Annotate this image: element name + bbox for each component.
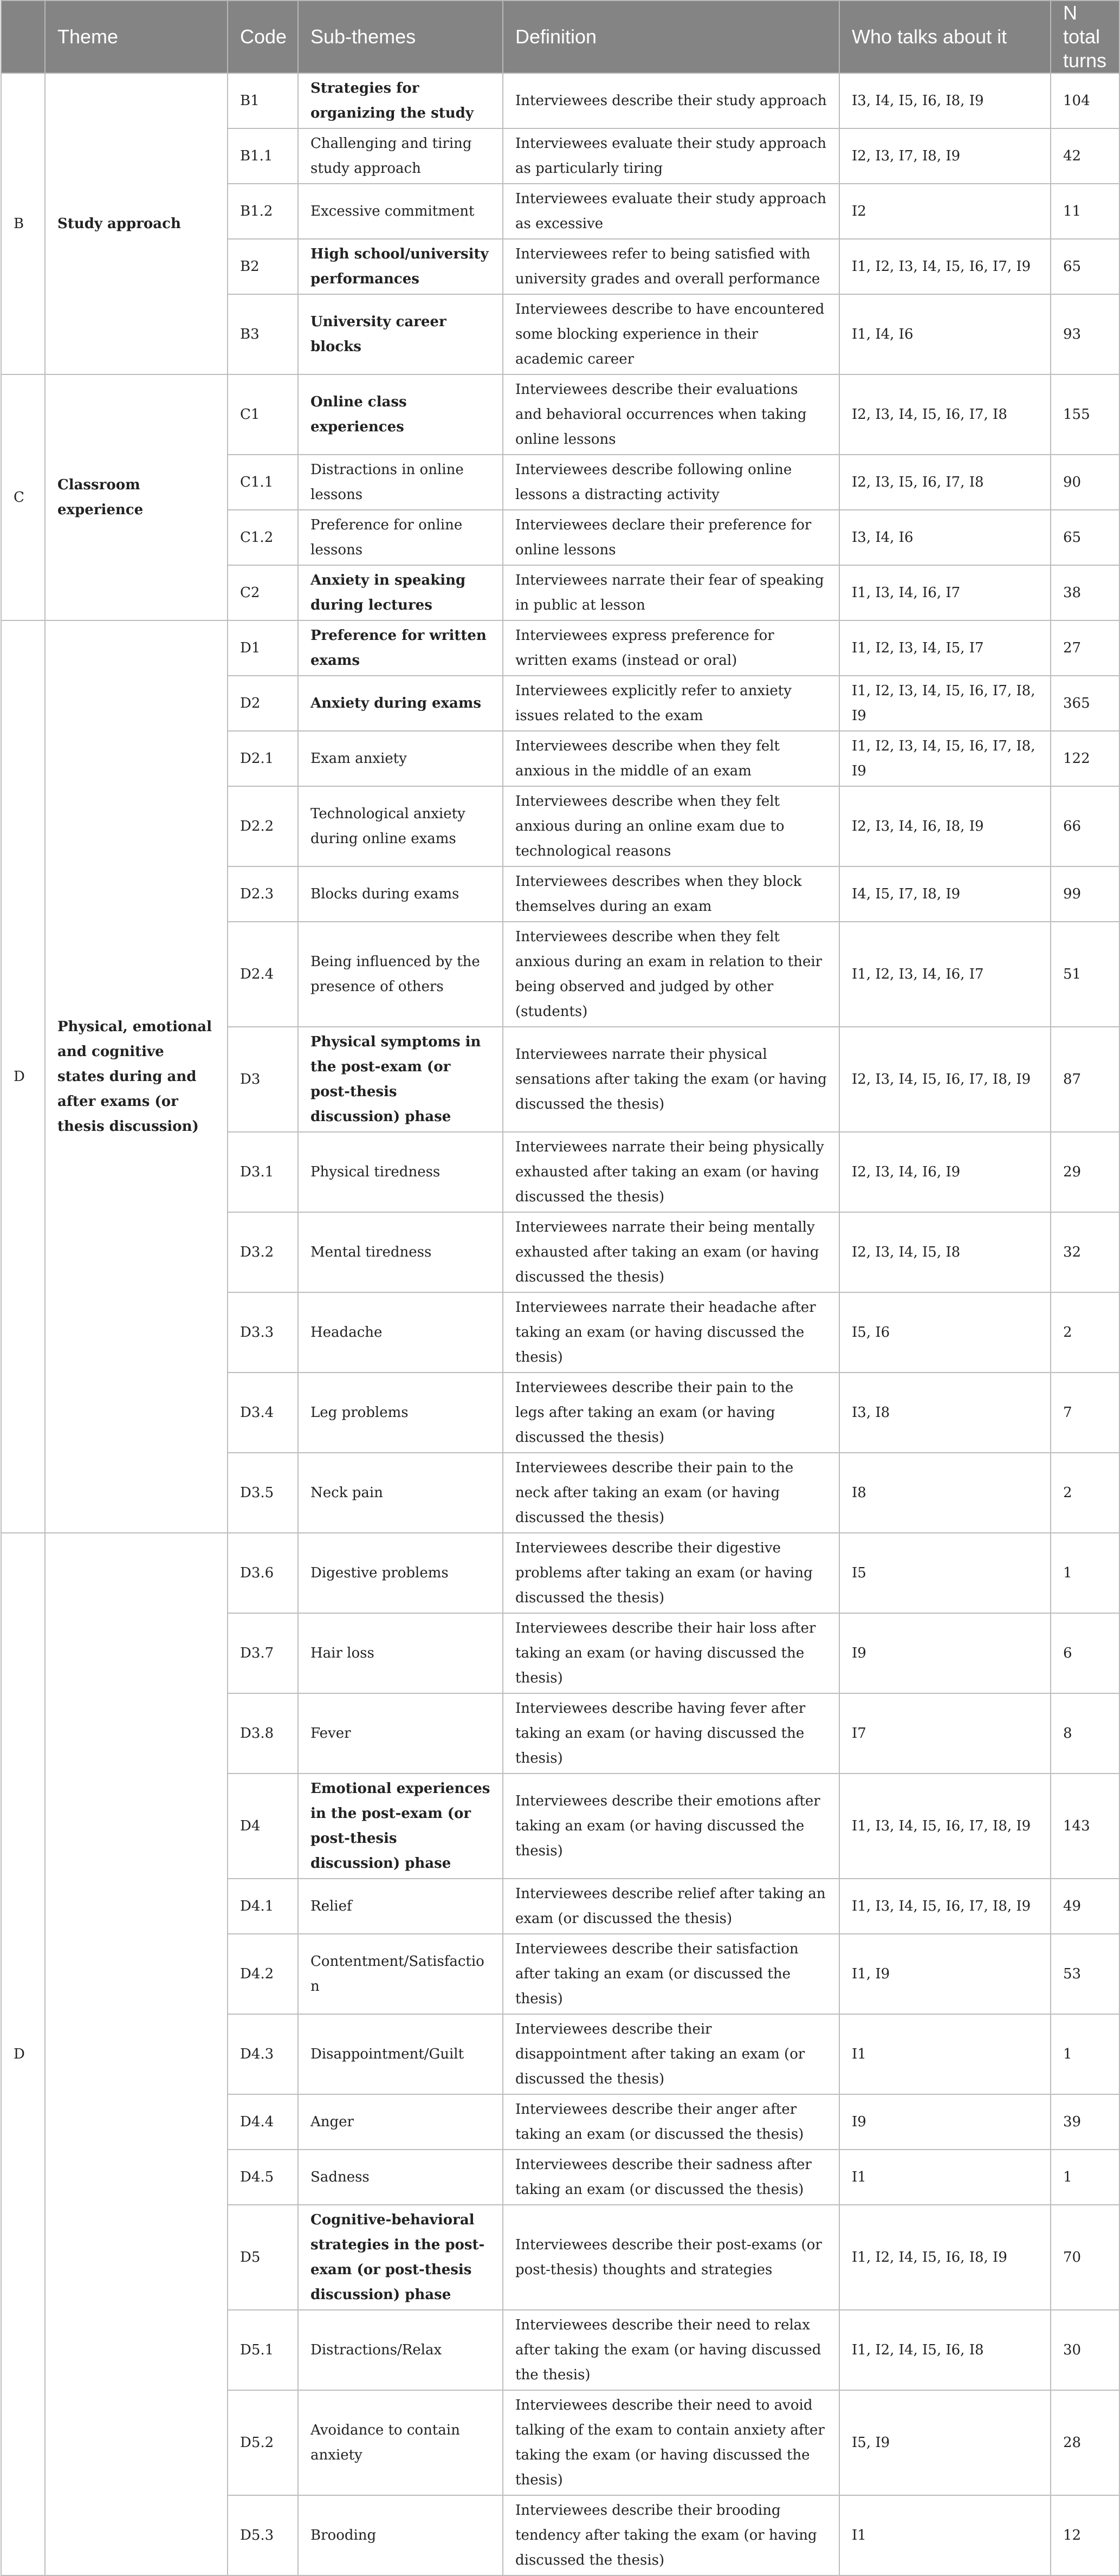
cell-who: I2, I3, I4, I6, I9 [839, 1132, 1051, 1212]
cell-sub-theme: Strategies for organizing the study [298, 73, 503, 128]
table-header [1, 1, 1119, 73]
cell-code: C2 [228, 565, 298, 620]
cell-who: I3, I4, I6 [839, 510, 1051, 565]
cell-sub-theme: Anxiety in speaking during lectures [298, 565, 503, 620]
cell-sub-theme: Distractions/Relax [298, 2310, 503, 2390]
cell-code: D3.5 [228, 1453, 298, 1533]
cell-code: B2 [228, 239, 298, 294]
column-header: N total turns [1051, 1, 1119, 73]
cell-code: C1.2 [228, 510, 298, 565]
cell-turns: 8 [1051, 1693, 1119, 1774]
themes-table [1, 0, 1120, 2576]
cell-who: I1, I4, I6 [839, 294, 1051, 374]
group-theme: Classroom experience [45, 374, 228, 620]
cell-turns: 42 [1051, 128, 1119, 184]
cell-definition: Interviewees narrate their being physically exhausted after taking an exam (or having discussed the thesis) [503, 1132, 839, 1212]
cell-code: D3.2 [228, 1212, 298, 1292]
group-theme [45, 1533, 228, 2575]
cell-turns: 122 [1051, 731, 1119, 786]
cell-who: I3, I4, I5, I6, I8, I9 [839, 73, 1051, 128]
cell-definition: Interviewees narrate their physical sensations after taking the exam (or having discussed the thesis) [503, 1027, 839, 1132]
cell-turns: 93 [1051, 294, 1119, 374]
cell-turns: 11 [1051, 184, 1119, 239]
cell-turns: 104 [1051, 73, 1119, 128]
cell-sub-theme: Being influenced by the presence of others [298, 922, 503, 1027]
cell-who: I3, I8 [839, 1373, 1051, 1453]
cell-code: D3.7 [228, 1613, 298, 1693]
cell-who: I2, I3, I4, I5, I6, I7, I8, I9 [839, 1027, 1051, 1132]
cell-who: I5, I6 [839, 1292, 1051, 1373]
cell-sub-theme: Distractions in online lessons [298, 455, 503, 510]
cell-definition: Interviewees describe having fever after taking an exam (or having discussed the thesis) [503, 1693, 839, 1774]
cell-who: I1, I2, I4, I5, I6, I8, I9 [839, 2205, 1051, 2310]
cell-sub-theme: Neck pain [298, 1453, 503, 1533]
cell-definition: Interviewees describe their sadness after taking an exam (or discussed the thesis) [503, 2150, 839, 2205]
cell-turns: 49 [1051, 1879, 1119, 1934]
cell-sub-theme: Digestive problems [298, 1533, 503, 1613]
cell-sub-theme: Fever [298, 1693, 503, 1774]
cell-code: D3.3 [228, 1292, 298, 1373]
cell-sub-theme: Cognitive-behavioral strategies in the post-exam (or post-thesis discussion) phase [298, 2205, 503, 2310]
cell-sub-theme: Physical tiredness [298, 1132, 503, 1212]
cell-sub-theme: Blocks during exams [298, 866, 503, 922]
cell-turns: 7 [1051, 1373, 1119, 1453]
cell-definition: Interviewees describe their pain to the legs after taking an exam (or having discussed the thesis) [503, 1373, 839, 1453]
cell-turns: 51 [1051, 922, 1119, 1027]
cell-sub-theme: Challenging and tiring study approach [298, 128, 503, 184]
cell-definition: Interviewees describe their brooding tendency after taking the exam (or having discussed the thesis) [503, 2495, 839, 2575]
cell-who: I8 [839, 1453, 1051, 1533]
cell-code: D2.2 [228, 786, 298, 866]
cell-who: I5, I9 [839, 2390, 1051, 2495]
cell-definition: Interviewees describe their disappointment after taking an exam (or discussed the thesis) [503, 2014, 839, 2094]
cell-definition: Interviewees describes when they block themselves during an exam [503, 866, 839, 922]
cell-definition: Interviewees express preference for written exams (instead or oral) [503, 620, 839, 676]
cell-turns: 66 [1051, 786, 1119, 866]
cell-turns: 65 [1051, 239, 1119, 294]
cell-sub-theme: Excessive commitment [298, 184, 503, 239]
cell-sub-theme: Sadness [298, 2150, 503, 2205]
cell-turns: 1 [1051, 2014, 1119, 2094]
cell-turns: 28 [1051, 2390, 1119, 2495]
cell-sub-theme: High school/university performances [298, 239, 503, 294]
group-letter: D [1, 1533, 45, 2575]
cell-definition: Interviewees describe their evaluations and behavioral occurrences when taking online lessons [503, 374, 839, 455]
cell-definition: Interviewees describe their pain to the neck after taking an exam (or having discussed the thesis) [503, 1453, 839, 1533]
cell-who: I1, I2, I3, I4, I6, I7 [839, 922, 1051, 1027]
cell-sub-theme: Disappointment/Guilt [298, 2014, 503, 2094]
cell-definition: Interviewees refer to being satisfied with university grades and overall performance [503, 239, 839, 294]
cell-code: D3 [228, 1027, 298, 1132]
cell-code: D4.3 [228, 2014, 298, 2094]
cell-who: I2, I3, I5, I6, I7, I8 [839, 455, 1051, 510]
cell-turns: 38 [1051, 565, 1119, 620]
cell-sub-theme: Leg problems [298, 1373, 503, 1453]
table-row [1, 620, 1119, 676]
cell-definition: Interviewees describe following online lessons a distracting activity [503, 455, 839, 510]
cell-turns: 39 [1051, 2094, 1119, 2150]
column-header [1, 1, 45, 73]
cell-turns: 53 [1051, 1934, 1119, 2014]
cell-turns: 2 [1051, 1292, 1119, 1373]
table-row [1, 73, 1119, 128]
cell-definition: Interviewees narrate their headache after taking an exam (or having discussed the thesis) [503, 1292, 839, 1373]
cell-code: D5.1 [228, 2310, 298, 2390]
cell-sub-theme: Online class experiences [298, 374, 503, 455]
cell-who: I1, I2, I4, I5, I6, I8 [839, 2310, 1051, 2390]
cell-who: I2, I3, I4, I6, I8, I9 [839, 786, 1051, 866]
cell-code: D4 [228, 1774, 298, 1879]
group-theme: Study approach [45, 73, 228, 374]
cell-who: I1, I3, I4, I5, I6, I7, I8, I9 [839, 1774, 1051, 1879]
cell-definition: Interviewees describe when they felt anxious during an exam in relation to their being observed and judged by other (students) [503, 922, 839, 1027]
cell-sub-theme: Hair loss [298, 1613, 503, 1693]
cell-definition: Interviewees evaluate their study approach as particularly tiring [503, 128, 839, 184]
cell-who: I1, I9 [839, 1934, 1051, 2014]
cell-definition: Interviewees describe their emotions after taking an exam (or having discussed the thesis) [503, 1774, 839, 1879]
cell-turns: 27 [1051, 620, 1119, 676]
cell-definition: Interviewees explicitly refer to anxiety issues related to the exam [503, 676, 839, 731]
cell-code: D4.1 [228, 1879, 298, 1934]
cell-who: I1, I3, I4, I5, I6, I7, I8, I9 [839, 1879, 1051, 1934]
cell-code: D3.4 [228, 1373, 298, 1453]
cell-code: D2.3 [228, 866, 298, 922]
cell-who: I9 [839, 1613, 1051, 1693]
cell-sub-theme: Physical symptoms in the post-exam (or post-thesis discussion) phase [298, 1027, 503, 1132]
cell-code: D2 [228, 676, 298, 731]
cell-who: I1, I2, I3, I4, I5, I6, I7, I8, I9 [839, 676, 1051, 731]
cell-sub-theme: Anxiety during exams [298, 676, 503, 731]
cell-sub-theme: University career blocks [298, 294, 503, 374]
cell-sub-theme: Mental tiredness [298, 1212, 503, 1292]
cell-definition: Interviewees describe when they felt anxious during an online exam due to technological reasons [503, 786, 839, 866]
cell-turns: 6 [1051, 1613, 1119, 1693]
cell-definition: Interviewees describe to have encountered some blocking experience in their academic career [503, 294, 839, 374]
cell-who: I9 [839, 2094, 1051, 2150]
cell-who: I2, I3, I4, I5, I8 [839, 1212, 1051, 1292]
cell-turns: 30 [1051, 2310, 1119, 2390]
column-header: Who talks about it [839, 1, 1051, 73]
cell-turns: 12 [1051, 2495, 1119, 2575]
cell-turns: 365 [1051, 676, 1119, 731]
cell-code: D4.4 [228, 2094, 298, 2150]
cell-sub-theme: Preference for written exams [298, 620, 503, 676]
cell-code: C1 [228, 374, 298, 455]
column-header: Sub-themes [298, 1, 503, 73]
cell-turns: 65 [1051, 510, 1119, 565]
cell-who: I2 [839, 184, 1051, 239]
cell-definition: Interviewees describe their need to avoid talking of the exam to contain anxiety after taking the exam (or having discussed the thesis) [503, 2390, 839, 2495]
cell-turns: 155 [1051, 374, 1119, 455]
header-row [1, 1, 1119, 73]
cell-code: D4.5 [228, 2150, 298, 2205]
cell-sub-theme: Emotional experiences in the post-exam (or post-thesis discussion) phase [298, 1774, 503, 1879]
cell-who: I1, I2, I3, I4, I5, I6, I7, I9 [839, 239, 1051, 294]
table-row [1, 1533, 1119, 1613]
cell-code: B1.2 [228, 184, 298, 239]
cell-code: D5.3 [228, 2495, 298, 2575]
cell-definition: Interviewees describe when they felt anxious in the middle of an exam [503, 731, 839, 786]
cell-code: D4.2 [228, 1934, 298, 2014]
table-row [1, 374, 1119, 455]
cell-definition: Interviewees evaluate their study approach as excessive [503, 184, 839, 239]
cell-sub-theme: Contentment/Satisfaction [298, 1934, 503, 2014]
cell-who: I1, I2, I3, I4, I5, I7 [839, 620, 1051, 676]
cell-code: B1 [228, 73, 298, 128]
cell-definition: Interviewees narrate their being mentally exhausted after taking an exam (or having discussed the thesis) [503, 1212, 839, 1292]
cell-turns: 1 [1051, 2150, 1119, 2205]
cell-code: D3.1 [228, 1132, 298, 1212]
cell-sub-theme: Anger [298, 2094, 503, 2150]
cell-code: D5.2 [228, 2390, 298, 2495]
cell-turns: 2 [1051, 1453, 1119, 1533]
cell-who: I1 [839, 2014, 1051, 2094]
group-letter: D [1, 620, 45, 1533]
group-theme: Physical, emotional and cognitive states during and after exams (or thesis discussion) [45, 620, 228, 1533]
cell-who: I2, I3, I7, I8, I9 [839, 128, 1051, 184]
cell-code: B3 [228, 294, 298, 374]
cell-who: I1 [839, 2150, 1051, 2205]
cell-definition: Interviewees describe their post-exams (or post-thesis) thoughts and strategies [503, 2205, 839, 2310]
cell-definition: Interviewees describe their hair loss after taking an exam (or having discussed the thesis) [503, 1613, 839, 1693]
cell-turns: 90 [1051, 455, 1119, 510]
cell-sub-theme: Headache [298, 1292, 503, 1373]
column-header: Theme [45, 1, 228, 73]
cell-turns: 99 [1051, 866, 1119, 922]
cell-code: D2.1 [228, 731, 298, 786]
cell-sub-theme: Technological anxiety during online exams [298, 786, 503, 866]
cell-code: C1.1 [228, 455, 298, 510]
cell-sub-theme: Avoidance to contain anxiety [298, 2390, 503, 2495]
table-body [1, 73, 1119, 2575]
cell-turns: 87 [1051, 1027, 1119, 1132]
cell-code: D3.8 [228, 1693, 298, 1774]
cell-who: I2, I3, I4, I5, I6, I7, I8 [839, 374, 1051, 455]
cell-turns: 70 [1051, 2205, 1119, 2310]
cell-who: I5 [839, 1533, 1051, 1613]
group-letter: C [1, 374, 45, 620]
group-letter: B [1, 73, 45, 374]
cell-code: B1.1 [228, 128, 298, 184]
cell-definition: Interviewees describe their digestive problems after taking an exam (or having discussed the thesis) [503, 1533, 839, 1613]
column-header: Definition [503, 1, 839, 73]
cell-definition: Interviewees narrate their fear of speaking in public at lesson [503, 565, 839, 620]
cell-who: I7 [839, 1693, 1051, 1774]
cell-code: D3.6 [228, 1533, 298, 1613]
cell-who: I1, I3, I4, I6, I7 [839, 565, 1051, 620]
cell-turns: 143 [1051, 1774, 1119, 1879]
cell-definition: Interviewees describe relief after taking an exam (or discussed the thesis) [503, 1879, 839, 1934]
cell-turns: 32 [1051, 1212, 1119, 1292]
cell-sub-theme: Relief [298, 1879, 503, 1934]
cell-sub-theme: Exam anxiety [298, 731, 503, 786]
cell-turns: 29 [1051, 1132, 1119, 1212]
cell-code: D5 [228, 2205, 298, 2310]
cell-code: D1 [228, 620, 298, 676]
cell-definition: Interviewees describe their anger after taking an exam (or discussed the thesis) [503, 2094, 839, 2150]
cell-code: D2.4 [228, 922, 298, 1027]
cell-who: I1, I2, I3, I4, I5, I6, I7, I8, I9 [839, 731, 1051, 786]
cell-definition: Interviewees describe their need to relax after taking the exam (or having discussed the thesis) [503, 2310, 839, 2390]
cell-definition: Interviewees describe their study approach [503, 73, 839, 128]
cell-sub-theme: Preference for online lessons [298, 510, 503, 565]
cell-who: I4, I5, I7, I8, I9 [839, 866, 1051, 922]
cell-turns: 1 [1051, 1533, 1119, 1613]
cell-definition: Interviewees describe their satisfaction after taking an exam (or discussed the thesis) [503, 1934, 839, 2014]
cell-who: I1 [839, 2495, 1051, 2575]
cell-definition: Interviewees declare their preference for online lessons [503, 510, 839, 565]
column-header: Code [228, 1, 298, 73]
cell-sub-theme: Brooding [298, 2495, 503, 2575]
